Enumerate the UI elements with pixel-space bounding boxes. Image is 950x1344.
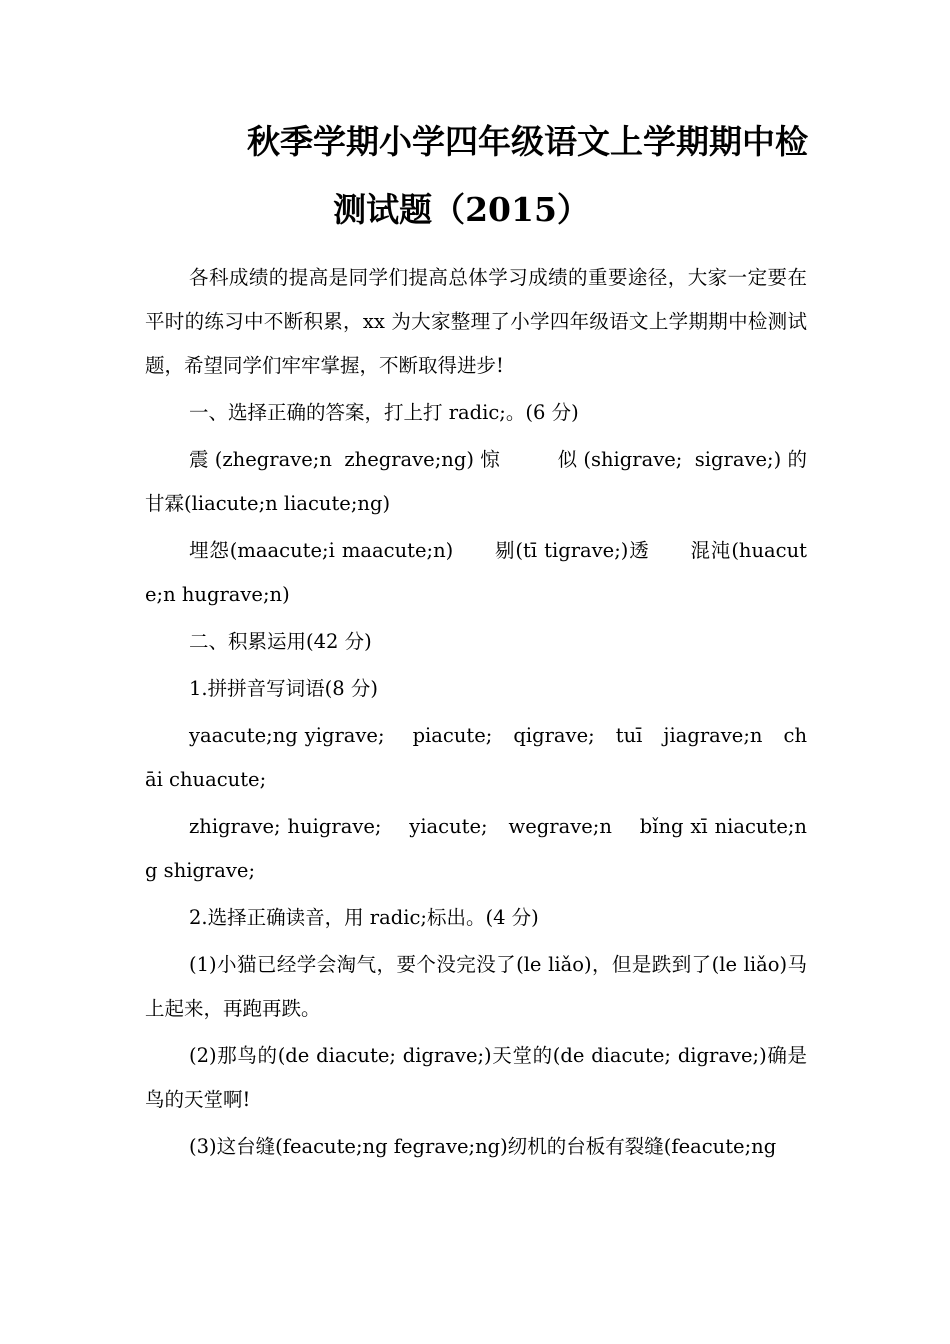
section-heading-1: 一、选择正确的答案，打上打 radic;。(6 分) [189,401,579,424]
question-line-2: 埋怨(maacute;i maacute;n) 剔(tī tigrave;)透 混沌(huacute;n hugrave;n) [145,539,807,606]
question-item-3: (3)这台缝(feacute;ng fegrave;ng)纫机的台板有裂缝(feacute;ng [189,1135,777,1158]
document-title-line-2: 测试题（2015） [333,190,590,229]
subsection-heading-1: 1.拼拼音写词语(8 分) [189,677,378,700]
question-item-2: (2)那鸟的(de diacute; digrave;)天堂的(de diacute; digrave;)确是鸟的天堂啊! [145,1044,807,1111]
question-line-1: 震(zhegrave;n zhegrave;ng)惊 似(shigrave; sigrave;)的 甘霖(liacute;n liacute;ng) [145,448,847,515]
document-title-line-1: 秋季学期小学四年级语文上学期期中检 [247,122,808,161]
document-body [145,256,847,1172]
intro-paragraph: 各科成绩的提高是同学们提高总体学习成绩的重要途径，大家一定要在平时的练习中不断积累，xx 为大家整理了小学四年级语文上学期期中检测试题，希望同学们牢牢掌握，不断取得进步! [145,266,807,377]
subsection-heading-2: 2.选择正确读音，用 radic;标出。(4 分) [189,906,539,929]
question-item-1: (1)小猫已经学会淘气，要个没完没了(le liǎo)，但是跌到了(le liǎo)马上起来，再跑再跌。 [145,953,807,1020]
pinyin-line-1: yaacute;ng yigrave; piacute; qigrave; tuī jiagrave;n chāi chuacute; [145,724,807,791]
pinyin-line-2: zhigrave; huigrave; yiacute; wegrave;n bǐng xī niacute;ng shigrave; [145,815,807,882]
section-heading-2: 二、积累运用(42 分) [189,630,372,653]
